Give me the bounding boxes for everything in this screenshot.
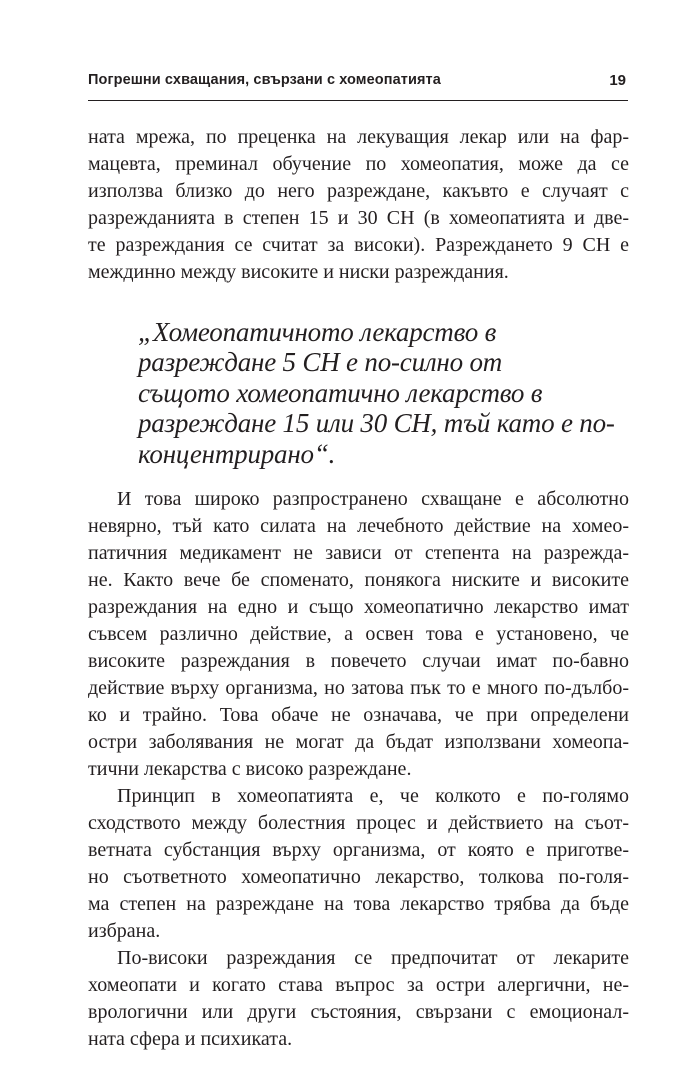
text-line: По-високи разреждания се предпочитат от лекарите (117, 947, 629, 969)
text-line: те разреждания се считат за високи). Разреждането 9 CH е (88, 234, 629, 256)
text-line: ната мрежа, по преценка на лекуващия лекар или на фар- (88, 126, 629, 148)
text-line: мацевта, преминал обучение по хомеопатия, може да се (88, 153, 629, 175)
text-line: но съответното хомеопатично лекарство, толкова по-голя- (88, 866, 629, 888)
page-number: 19 (609, 72, 626, 89)
text-line: врологични или други състояния, свързани с емоционал- (88, 1001, 629, 1023)
text-line: избрана. (88, 920, 161, 942)
chapter-title: Погрешни схващания, свързани с хомеопатията (88, 72, 441, 88)
text-line: не. Както вече бе споменато, понякога ниските и високите (88, 569, 629, 591)
running-head (88, 70, 628, 94)
text-line: ко и трайно. Това обаче не означава, че при определени (88, 704, 629, 726)
text-line: разреждания на едно и също хомеопатично лекарство имат (88, 596, 629, 618)
pull-quote-line: „Хомеопатичното лекарство в (138, 317, 497, 347)
pull-quote-line: концентрирано“. (138, 439, 336, 469)
text-line: тични лекарства с високо разреждане. (88, 758, 412, 780)
text-line: остри заболявания не могат да бъдат използвани хомеопа- (88, 731, 629, 753)
text-line: използва близко до него разреждане, какъвто е случаят с (88, 180, 629, 202)
text-line: невярно, тъй като силата на лечебното действие на хомео- (88, 515, 629, 537)
text-line: междинно между високите и ниски разреждания. (88, 261, 509, 283)
text-line: ветната субстанция върху организма, от която е приготве- (88, 839, 629, 861)
pull-quote-line: разреждане 15 или 30 CH, тъй като е по- (138, 408, 615, 438)
text-line: съвсем различно действие, а освен това е установено, че (88, 623, 629, 645)
text-line: ната сфера и психиката. (88, 1028, 293, 1050)
text-line: ма степен на разреждане на това лекарство трябва да бъде (88, 893, 629, 915)
pull-quote-line: същото хомеопатично лекарство в (138, 378, 543, 408)
text-line: сходството между болестния процес и действието на съот- (88, 812, 629, 834)
text-line: действие върху организма, но затова пък то е много по-дълбо- (88, 677, 629, 699)
pull-quote-line: разреждане 5 CH е по-силно от (138, 347, 503, 377)
text-line: Принцип в хомеопатията е, че колкото е по-голямо (117, 785, 629, 807)
text-line: патичния медикамент не зависи от степента на разрежда- (88, 542, 629, 564)
text-line: разрежданията в степен 15 и 30 CH (в хомеопатията и две- (88, 207, 629, 229)
text-line: И това широко разпространено схващане е абсолютно (117, 488, 629, 510)
text-line: хомеопати и когато става въпрос за остри алергични, не- (88, 974, 629, 996)
text-line: високите разреждания в повечето случаи имат по-бавно (88, 650, 629, 672)
header-rule (88, 100, 628, 101)
